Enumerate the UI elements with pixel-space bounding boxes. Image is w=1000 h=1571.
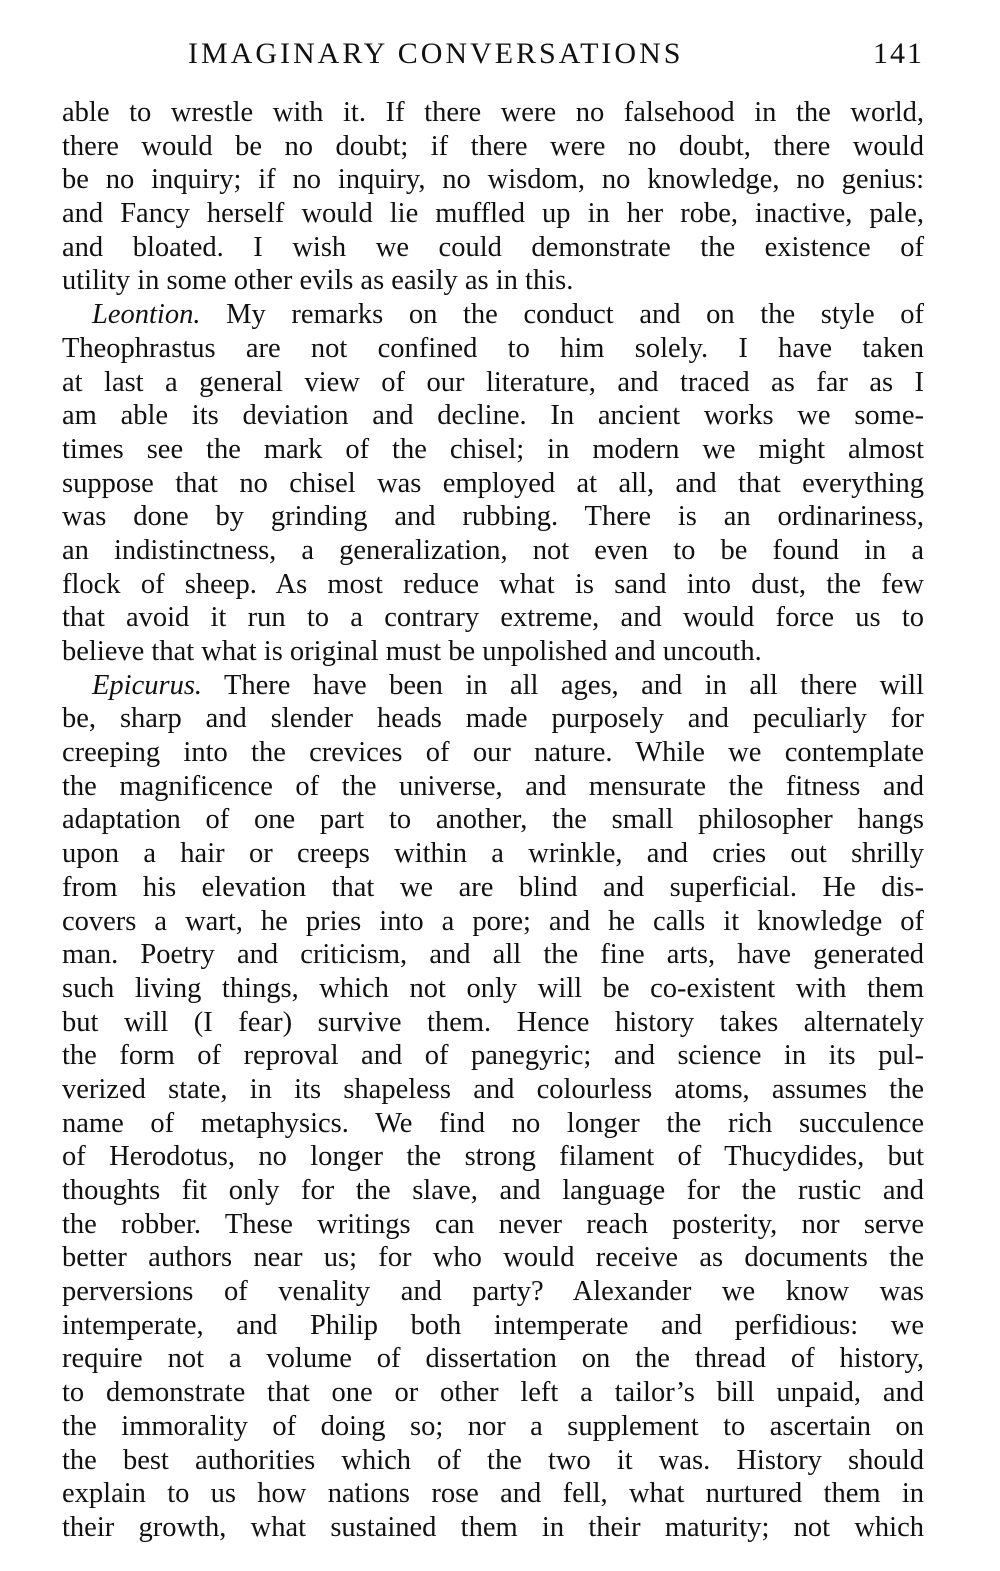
text-line: the best authorities which of the two it was. History should [62, 1444, 924, 1476]
text-line: adaptation of one part to another, the small philosopher hangs [62, 804, 924, 836]
text-line: that avoid it run to a contrary extreme, and would force us to [62, 602, 924, 634]
text-line: perversions of venality and party? Alexander we know was [62, 1276, 924, 1308]
text-line: name of metaphysics. We find no longer the rich succulence [62, 1107, 924, 1139]
text-line: at last a general view of our literature, and traced as far as I [62, 366, 924, 398]
text-line: of Herodotus, no longer the strong filament of Thucydides, but [62, 1141, 924, 1173]
text-line: thoughts fit only for the slave, and language for the rustic and [62, 1175, 924, 1206]
paragraph-continuation [62, 96, 924, 298]
text-line: the immorality of doing so; nor a supplement to ascertain on [62, 1410, 924, 1442]
text-line: and bloated. I wish we could demonstrate the existence of [62, 231, 924, 263]
text-line-first [62, 298, 924, 332]
text-line: believe that what is original must be unpolished and uncouth. [62, 636, 762, 667]
running-head [62, 32, 924, 76]
text-line: an indistinctness, a generalization, not even to be found in a [62, 534, 924, 566]
text-line: there would be no doubt; if there were no doubt, there would [62, 130, 924, 162]
text-line: Theophrastus are not confined to him solely. I have taken [62, 332, 924, 364]
text-line: was done by grinding and rubbing. There is an ordinariness, [62, 501, 924, 533]
text-line: able to wrestle with it. If there were no falsehood in the world, [62, 97, 924, 128]
text-line: to demonstrate that one or other left a tailor’s bill unpaid, and [62, 1377, 924, 1409]
text-line: times see the mark of the chisel; in modern we might almost [62, 433, 924, 465]
paragraph-epicurus [62, 669, 924, 1545]
text-line: require not a volume of dissertation on the thread of history, [62, 1343, 924, 1375]
text-line: the form of reproval and of panegyric; and science in its pul- [62, 1040, 924, 1072]
text-line: man. Poetry and criticism, and all the fine arts, have generated [62, 939, 924, 971]
text-line: better authors near us; for who would receive as documents the [62, 1242, 924, 1274]
text-line: verized state, in its shapeless and colourless atoms, assumes the [62, 1073, 924, 1105]
speaker-name: Epicurus. [92, 669, 203, 701]
book-page [62, 32, 924, 1545]
text-line: am able its deviation and decline. In ancient works we some- [62, 400, 924, 432]
text-line: the magnificence of the universe, and mensurate the fitness and [62, 770, 924, 802]
running-title: IMAGINARY CONVERSATIONS [188, 37, 684, 70]
text-line: utility in some other evils as easily as in this. [62, 265, 574, 297]
text-line: explain to us how nations rose and fell, what nurtured them in [62, 1478, 924, 1510]
page-number: 141 [873, 37, 924, 70]
text-line-rest: There have been in all ages, and in all there will [202, 669, 924, 701]
text-line: be, sharp and slender heads made purposely and peculiarly for [62, 703, 924, 735]
text-line: suppose that no chisel was employed at all, and that everything [62, 467, 924, 499]
text-line: flock of sheep. As most reduce what is sand into dust, the few [62, 568, 924, 600]
text-line: such living things, which not only will be co-existent with them [62, 972, 924, 1004]
text-line: the robber. These writings can never reach posterity, nor serve [62, 1208, 924, 1240]
text-line-rest: My remarks on the conduct and on the style of [200, 299, 924, 331]
text-line: and Fancy herself would lie muffled up in her robe, inactive, pale, [62, 198, 924, 230]
text-line: covers a wart, he pries into a pore; and he calls it knowledge of [62, 905, 924, 937]
body-text [62, 96, 924, 1545]
text-line: creeping into the crevices of our nature. While we contemplate [62, 737, 924, 769]
text-line-first [62, 669, 924, 703]
paragraph-leontion [62, 298, 924, 669]
text-line: upon a hair or creeps within a wrinkle, and cries out shrilly [62, 838, 924, 870]
text-line: be no inquiry; if no inquiry, no wisdom, no knowledge, no genius: [62, 164, 924, 196]
text-line: from his elevation that we are blind and superficial. He dis- [62, 871, 924, 903]
text-line: but will (I fear) survive them. Hence history takes alternately [62, 1006, 924, 1038]
text-line: their growth, what sustained them in their maturity; not which [62, 1511, 924, 1543]
speaker-name: Leontion. [92, 299, 201, 331]
text-line: intemperate, and Philip both intemperate and perfidious: we [62, 1309, 924, 1341]
